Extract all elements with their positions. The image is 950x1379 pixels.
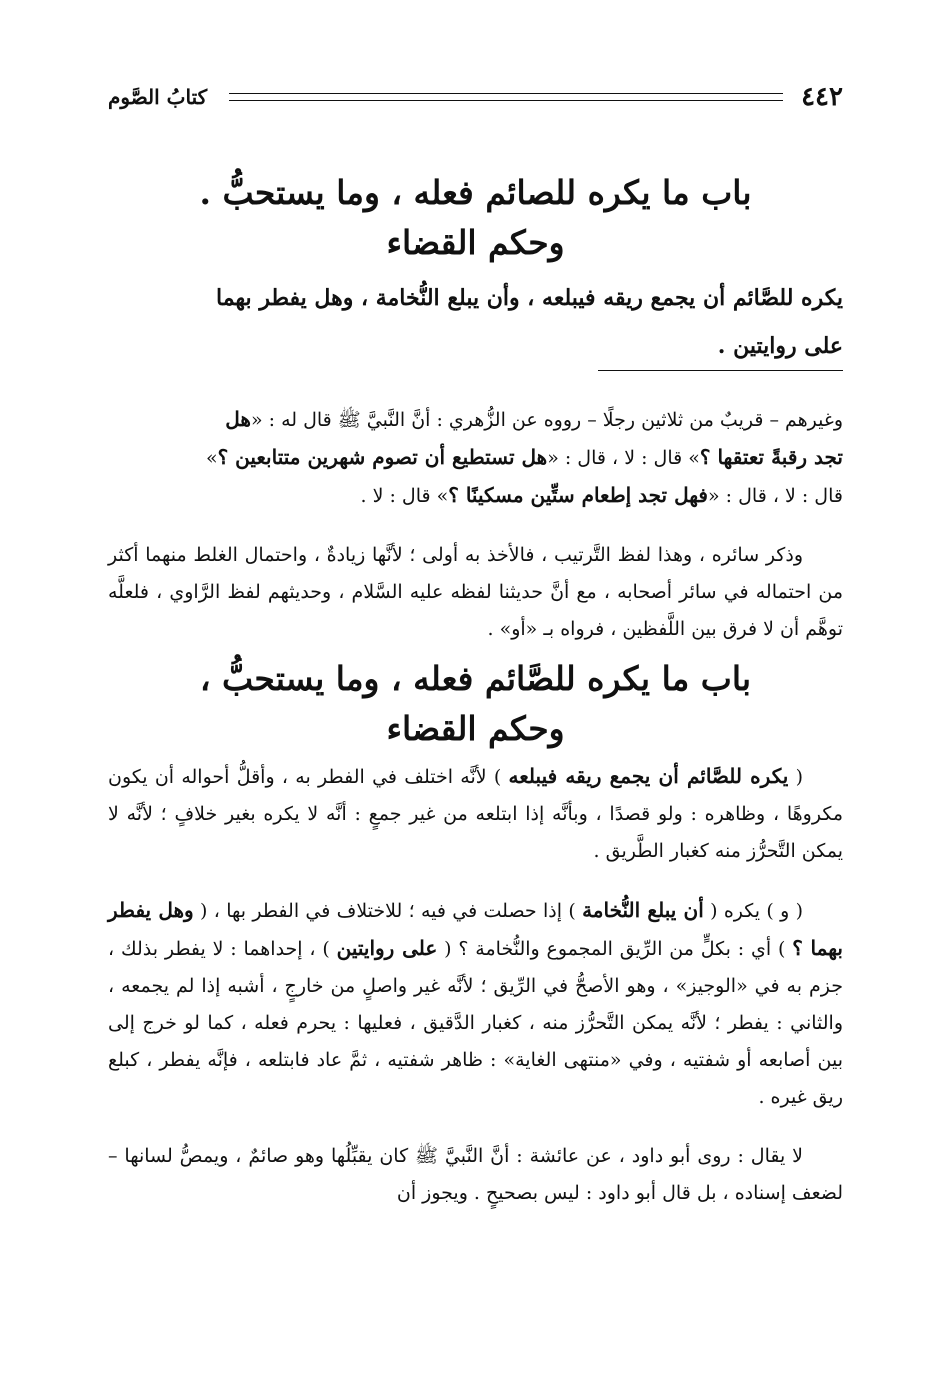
chapter-heading-second xyxy=(108,654,843,754)
matn-line-underlined: على روايتين . xyxy=(598,322,843,371)
commentary-paragraph: لا يقال : روى أبو داود ، عن عائشة : أنَّ النَّبيَّ ﷺ كان يقبِّلُها وهو صائمٌ ، ويمصُّ لسانها – لضعف إسناده ، بل قال أبو داود : ليس بصحيحٍ . ويجوز أن xyxy=(108,1145,843,1204)
commentary-paragraph: وذكر سائره ، وهذا لفظ التَّرتيب ، فالأخذ به أولى ؛ لأنَّها زيادةٌ ، واحتمال الغلط منهما أكثر من احتماله في سائر أصحابه ، مع أنَّ حديثنا لفظه عليه السَّلام ، وحديثهم لفظ الرَّاوي ، فلعلَّه توهَّم أن لا فرق بين اللَّفظين ، فرواه بـ «أو» . xyxy=(108,544,843,640)
text: ( و ) يكره ( xyxy=(703,900,803,922)
chapter-heading-line: باب ما يكره للصَّائم فعله ، وما يستحبُّ ، xyxy=(199,659,752,698)
commentary-paragraph xyxy=(108,401,843,515)
bold-text: هل xyxy=(225,407,251,431)
bold-text: فهل تجد إطعام ستِّين مسكينًا ؟ xyxy=(448,483,708,507)
text-line xyxy=(108,439,843,477)
page xyxy=(108,72,843,1212)
text: ( xyxy=(788,766,803,788)
bold-text: هل تستطيع أن تصوم شهرين متتابعين ؟ xyxy=(217,445,548,469)
chapter-heading-line: وحكم القضاء xyxy=(386,709,565,748)
text: ) إذا حصلت في فيه ؛ للاختلاف في الفطر بها ، ( xyxy=(193,900,583,922)
bold-text: تجد رقبةً تعتقها ؟ xyxy=(699,445,843,469)
matn-text xyxy=(108,274,843,371)
page-number: ٤٤٢ xyxy=(801,82,843,112)
commentary-paragraph xyxy=(108,758,843,870)
text: » قال : لا ، قال : « xyxy=(547,447,700,469)
chapter-heading-line: وحكم القضاء xyxy=(386,223,565,262)
running-header xyxy=(108,72,843,122)
text-line xyxy=(108,477,843,515)
bold-text: يكره للصَّائم أن يجمع ريقه فيبلعه xyxy=(508,764,789,788)
text: ) ، إحداهما : لا يفطر بذلك ، جزم به في «الوجيز» ، وهو الأصحُّ في الرِّيق ؛ لأنَّه غير واصلٍ من خارجٍ ، أشبه إذا لم يجمعه ، والثاني : يفطر ؛ لأنَّه يمكن التَّحرُّز منه ، كغبار الدَّقيق ، فعليها : يحرم فعله ، كما لو خرج إلى بين أصابعه أو شفتيه ، وفي «منتهى الغاية» : ظاهر شفتيه ، ثمَّ عاد فابتلعه ، فإنَّه يفطر ، كبلع ريق غيره . xyxy=(108,938,843,1108)
bold-text: على روايتين xyxy=(336,936,438,960)
matn-line: يكره للصَّائم أن يجمع ريقه فيبلعه ، وأن يبلع النُّخامة ، وهل يفطر بهما xyxy=(215,285,843,311)
header-rule xyxy=(229,93,783,101)
text-line xyxy=(108,401,843,439)
chapter-heading-line: باب ما يكره للصائم فعله ، وما يستحبُّ . xyxy=(199,173,752,212)
text: ) أي : بكلٍّ من الرِّيق المجموع والنُّخامة ؟ ( xyxy=(437,938,793,960)
bold-text: أن يبلع النُّخامة xyxy=(582,898,704,922)
text: ) لأنَّه اختلف في الفطر به ، وأقلُّ أحواله أن يكون مكروهًا ، وظاهره : ولو قصدًا ، وبأنَّه إذا ابتلعه من غير جمعٍ : أنَّه لا يكره بغير خلافٍ ؛ لأنَّه لا يمكن التَّحرُّز منه كغبار الطَّريق . xyxy=(108,766,843,862)
commentary-paragraph xyxy=(108,892,843,1116)
bold-text: وهل يفطر بهما ؟ xyxy=(108,898,843,960)
text: قال : لا ، قال : « xyxy=(708,485,843,507)
chapter-heading-top xyxy=(108,168,843,268)
text: وغيرهم – قريبٌ من ثلاثين رجلًا – رووه عن الزُّهري : أنَّ النَّبيَّ ﷺ قال له : « xyxy=(250,409,843,431)
text: » xyxy=(205,447,218,469)
text: » قال : لا . xyxy=(360,485,449,507)
book-title: كتابُ الصَّوم xyxy=(108,85,208,109)
